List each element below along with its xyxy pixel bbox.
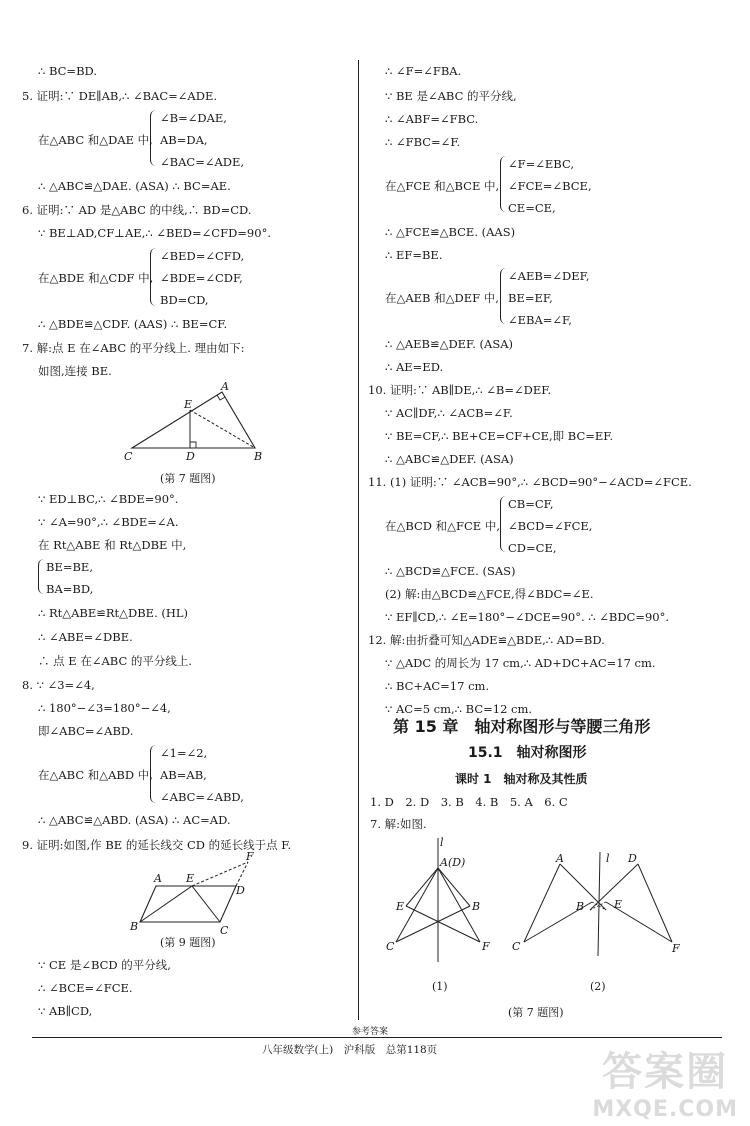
answer-line: 12. 解:由折叠可知△ADE≌△BDE,∴ AD=BD. (368, 633, 605, 647)
figure-9-parallelogram (126, 850, 266, 936)
section-title: 15.1 轴对称图形 (468, 745, 587, 761)
answer-line: ∠BCD=∠FCE, (508, 519, 593, 533)
answer-line: ∴ ∠ABE=∠DBE. (38, 630, 133, 644)
answer-line: ∵ BE=CF,∴ BE+CE=CF+CE,即 BC=EF. (385, 429, 614, 443)
answer-line: ∴ △FCE≌△BCE. (AAS) (385, 225, 516, 239)
svg-text:A(D): A(D) (440, 856, 466, 869)
answer-line: 7. 解:点 E 在∠ABC 的平分线上. 理由如下: (22, 341, 245, 355)
answer-line: ∴ ∠ABF=∠FBC. (385, 112, 479, 126)
answer-line: CE=CE, (508, 201, 556, 215)
svg-text:E: E (184, 398, 193, 411)
answer-line: ∴ BC+AC=17 cm. (385, 679, 490, 693)
figure-caption: (第 7 题图) (508, 1006, 564, 1019)
svg-text:A: A (154, 872, 162, 885)
svg-text:D: D (186, 450, 195, 463)
answer-line: CD=CE, (508, 541, 557, 555)
answer-line: ∴ △BCD≌△FCE. (SAS) (385, 564, 516, 578)
svg-text:B: B (576, 900, 585, 913)
svg-text:D: D (236, 884, 245, 897)
svg-text:C: C (124, 450, 133, 463)
multiple-choice-answers: 1. D 2. D 3. B 4. B 5. A 6. C (370, 795, 568, 809)
footer-ref-title: 参考答案 (352, 1027, 389, 1037)
svg-text:l: l (606, 852, 610, 865)
answer-line: 在△ABC 和△ABD 中, (38, 768, 153, 782)
answer-line: ∴ ∠FBC=∠F. (385, 135, 461, 149)
figure-label: (1) (432, 980, 448, 993)
answer-line: ∠ABC=∠ABD, (160, 790, 244, 804)
svg-text:B: B (254, 450, 263, 463)
answer-line: ∴ △ABC≌△DEF. (ASA) (385, 452, 514, 466)
answer-line: AB=AB, (160, 768, 207, 782)
answer-line: 如图,连接 BE. (38, 364, 112, 378)
svg-text:A: A (556, 852, 564, 865)
answer-line: 在△BDE 和△CDF 中, (38, 271, 154, 285)
answer-line: BA=BD, (46, 582, 94, 596)
svg-text:E: E (614, 898, 623, 911)
answer-line: ∵ CE 是∠BCD 的平分线, (38, 958, 171, 972)
answer-line: ∴ 180°−∠3=180°−∠4, (38, 701, 171, 715)
answer-line: 在△FCE 和△BCE 中, (385, 179, 500, 193)
answer-line: ∵ EF∥CD,∴ ∠E=180°−∠DCE=90°. ∴ ∠BDC=90°. (385, 610, 670, 624)
svg-text:C: C (220, 924, 229, 936)
watermark-text: 答案圈 (602, 1049, 729, 1095)
answer-line: ∵ AB∥CD, (38, 1004, 93, 1018)
svg-text:E: E (396, 900, 405, 913)
answer-line: 10. 证明:∵ AB∥DE,∴ ∠B=∠DEF. (368, 383, 552, 397)
footer-rule (32, 1037, 722, 1038)
answer-line: BE=BE, (46, 560, 93, 574)
figure-caption: (第 7 题图) (160, 472, 216, 485)
answer-line: 7. 解:如图. (370, 817, 427, 831)
answer-line: 8. ∵ ∠3=∠4, (22, 678, 95, 692)
answer-line: ∵ AC=5 cm,∴ BC=12 cm. (385, 702, 533, 716)
answer-line: 在△ABC 和△DAE 中, (38, 133, 153, 147)
answer-line: ∴ AE=ED. (385, 360, 444, 374)
answer-line: ∴ △ABC≌△ABD. (ASA) ∴ AC=AD. (38, 813, 231, 827)
answer-line: ∵ ED⊥BC,∴ ∠BDE=90°. (38, 492, 179, 506)
answer-line: ∴ △BDE≌△CDF. (AAS) ∴ BE=CF. (38, 317, 228, 331)
brace (500, 268, 507, 324)
svg-text:A: A (221, 380, 229, 393)
answer-line: 在 Rt△ABE 和 Rt△DBE 中, (38, 538, 187, 552)
svg-text:C: C (386, 940, 395, 953)
chapter-title: 第 15 章 轴对称图形与等腰三角形 (393, 717, 651, 736)
answer-line: ∵ △ADC 的周长为 17 cm,∴ AD+DC+AC=17 cm. (385, 656, 656, 670)
answer-line: BE=EF, (508, 291, 553, 305)
answer-line: ∴ BC=BD. (38, 64, 97, 78)
figure-caption: (第 9 题图) (160, 936, 216, 949)
answer-line: ∵ ∠A=90°,∴ ∠BDE=∠A. (38, 515, 179, 529)
figure-7-triangle (118, 380, 278, 472)
svg-text:B: B (130, 920, 139, 933)
answer-line: ∴ △ABC≌△DAE. (ASA) ∴ BC=AE. (38, 179, 231, 193)
footer-book-info: 八年级数学(上) 沪科版 总第118页 (262, 1044, 438, 1056)
answer-line: 9. 证明:如图,作 BE 的延长线交 CD 的延长线于点 F. (22, 838, 292, 852)
answer-line: ∠FCE=∠BCE, (508, 179, 592, 193)
answer-line: ∠EBA=∠F, (508, 313, 572, 327)
answer-line: 11. (1) 证明:∵ ∠ACB=90°,∴ ∠BCD=90°−∠ACD=∠FCE. (368, 475, 692, 489)
watermark-url: MXQE.COM (592, 1097, 738, 1122)
brace (500, 156, 507, 212)
column-divider (358, 60, 359, 1020)
answer-line: CB=CF, (508, 497, 554, 511)
answer-line: ∴ 点 E 在∠ABC 的平分线上. (38, 654, 193, 668)
answer-line: 在△AEB 和△DEF 中, (385, 291, 499, 305)
answer-line: ∵ BE⊥AD,CF⊥AE,∴ ∠BED=∠CFD=90°. (38, 226, 271, 240)
answer-line: BD=CD, (160, 293, 209, 307)
answer-line: ∴ ∠F=∠FBA. (385, 64, 462, 78)
figure-label: (2) (590, 980, 606, 993)
watermark-logo (592, 1040, 738, 1122)
svg-text:E: E (186, 872, 195, 885)
answer-line: ∠AEB=∠DEF, (508, 269, 590, 283)
figure-7-symmetry-2 (510, 848, 690, 958)
answer-line: 在△BCD 和△FCE 中, (385, 519, 501, 533)
figure-7-symmetry-1 (382, 834, 502, 964)
answer-line: ∠BDE=∠CDF, (160, 271, 243, 285)
answer-line: ∴ ∠BCE=∠FCE. (38, 981, 133, 995)
answer-line: 6. 证明:∵ AD 是△ABC 的中线,∴ BD=CD. (22, 203, 252, 217)
answer-line: ∴ △AEB≌△DEF. (ASA) (385, 337, 514, 351)
answer-line: 即∠ABC=∠ABD. (38, 724, 134, 738)
answer-line: 5. 证明:∵ DE∥AB,∴ ∠BAC=∠ADE. (22, 89, 218, 103)
brace (500, 496, 507, 552)
answer-line: ∠1=∠2, (160, 746, 208, 760)
answer-line: ∵ BE 是∠ABC 的平分线, (385, 89, 517, 103)
answer-line: ∴ EF=BE. (385, 248, 443, 262)
lesson-title: 课时 1 轴对称及其性质 (455, 772, 588, 786)
svg-text:D: D (628, 852, 637, 865)
brace (38, 559, 45, 594)
svg-text:B: B (472, 900, 481, 913)
answer-line: ∠B=∠DAE, (160, 111, 227, 125)
answer-line: (2) 解:由△BCD≌△FCE,得∠BDC=∠E. (385, 587, 594, 601)
svg-text:C: C (512, 940, 521, 953)
answer-line: ∴ Rt△ABE≌Rt△DBE. (HL) (38, 606, 189, 620)
svg-text:F: F (672, 942, 680, 955)
answer-line: AB=DA, (160, 133, 208, 147)
answer-line: ∵ AC∥DF,∴ ∠ACB=∠F. (385, 406, 513, 420)
answer-line: ∠BAC=∠ADE, (160, 155, 245, 169)
svg-text:F: F (482, 940, 490, 953)
answer-line: ∠F=∠EBC, (508, 157, 574, 171)
svg-text:F: F (246, 850, 254, 863)
svg-text:l: l (440, 836, 444, 849)
answer-line: ∠BED=∠CFD, (160, 249, 245, 263)
